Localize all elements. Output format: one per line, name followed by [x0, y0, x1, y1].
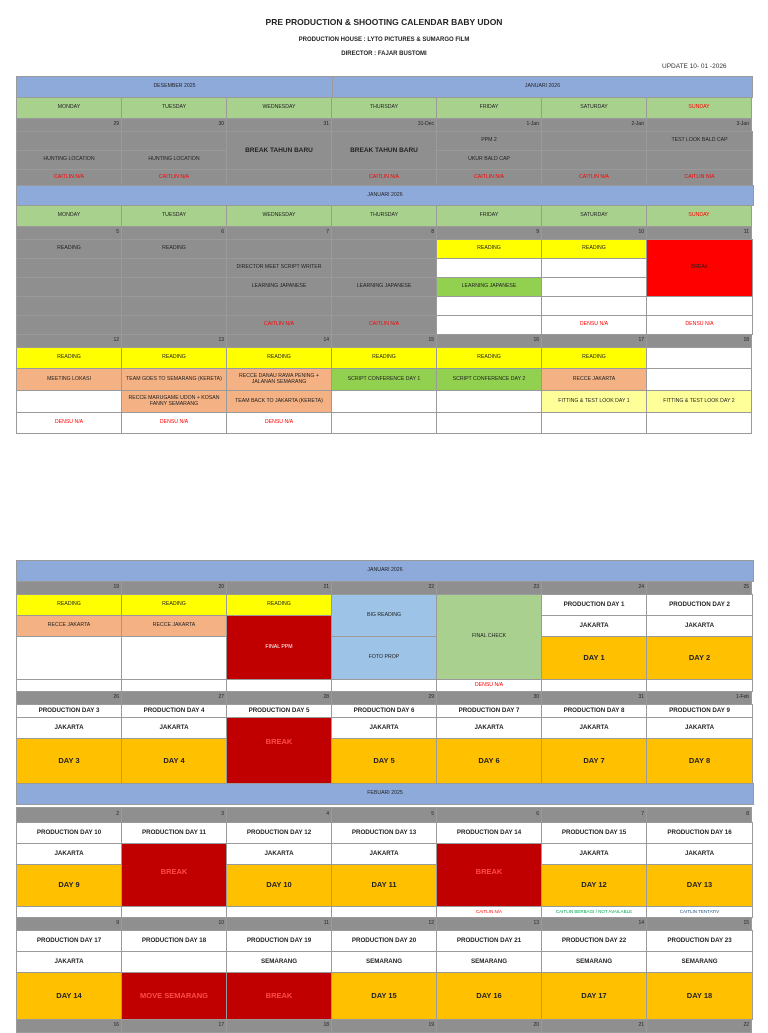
- availability-note: DENSU N/A: [121, 412, 227, 434]
- date-cell: 13: [436, 917, 542, 931]
- date-cell: 3: [121, 807, 227, 823]
- production-day: PRODUCTION DAY 20: [331, 930, 437, 952]
- date-cell: 9: [436, 226, 542, 240]
- date-cell: 29: [16, 118, 122, 132]
- date-cell: 2: [16, 807, 122, 823]
- day-header: SUNDAY: [646, 97, 752, 119]
- shoot-day: DAY 14: [16, 972, 122, 1020]
- date-cell: 16: [436, 334, 542, 348]
- date-cell: 25: [646, 581, 752, 595]
- date-cell: 20: [436, 1019, 542, 1033]
- production-day: PRODUCTION DAY 10: [16, 822, 122, 844]
- availability-note: CAITLIN N/A: [541, 169, 647, 186]
- production-house: PRODUCTION HOUSE : LYTO PICTURES & SUMARGO FILM: [298, 37, 470, 43]
- availability-note: DENSU N/A: [541, 315, 647, 335]
- month-header: JANUARI 2026: [332, 76, 753, 98]
- availability-note: DENSU N/A: [16, 412, 122, 434]
- date-cell: 3-Jan: [646, 118, 752, 132]
- location-cell: JAKARTA: [646, 615, 753, 637]
- date-cell: 11: [646, 226, 752, 240]
- event-cell: RECCE JAKARTA: [121, 615, 227, 637]
- final-ppm-label: FINAL PPM: [265, 643, 293, 650]
- event-cell: BREAK TAHUN BARU: [226, 131, 332, 170]
- production-day: PRODUCTION DAY 15: [541, 822, 647, 844]
- production-day: PRODUCTION DAY 3: [16, 704, 122, 718]
- date-cell: 30: [436, 691, 542, 705]
- date-cell: 10: [541, 226, 647, 240]
- date-cell: 5: [331, 807, 437, 823]
- event-cell: READING: [16, 347, 122, 369]
- date-cell: 26: [16, 691, 122, 705]
- location-cell: JAKARTA: [226, 843, 332, 865]
- production-day: PRODUCTION DAY 12: [226, 822, 332, 844]
- event-cell: READING: [226, 347, 332, 369]
- availability-note: CAITLIN BERBAGI / NOT AVAILABLE: [541, 906, 647, 918]
- availability-note: CAITLIN N/A: [646, 169, 753, 186]
- event-cell: BIG READING: [331, 594, 437, 637]
- production-day: PRODUCTION DAY 22: [541, 930, 647, 952]
- date-cell: 1-Feb: [646, 691, 752, 705]
- date-cell: 17: [541, 334, 647, 348]
- production-day: PRODUCTION DAY 9: [646, 704, 753, 718]
- day-header: MONDAY: [16, 205, 122, 227]
- availability-note: CAITLIN N/A: [436, 906, 542, 918]
- event-cell: READING: [541, 239, 647, 259]
- event-cell: RECCE JAKARTA: [541, 368, 647, 391]
- event-cell: TEST LOOK BALD CAP: [646, 131, 753, 151]
- event-cell: READING: [436, 239, 542, 259]
- production-day: PRODUCTION DAY 6: [331, 704, 437, 718]
- event-cell: READING: [121, 347, 227, 369]
- date-cell: 7: [226, 226, 332, 240]
- shoot-day: DAY 7: [541, 738, 647, 784]
- event-cell: READING: [331, 347, 437, 369]
- location-cell: SEMARANG: [646, 951, 753, 973]
- shoot-day: DAY 9: [16, 864, 122, 907]
- event-cell: [226, 615, 332, 680]
- event-cell: READING: [436, 347, 542, 369]
- day-header: THURSDAY: [331, 205, 437, 227]
- update-date: UPDATE 10- 01 -2026: [662, 63, 727, 70]
- date-cell: 27: [121, 691, 227, 705]
- date-cell: 30: [121, 118, 227, 132]
- day-header: THURSDAY: [331, 97, 437, 119]
- shoot-day: DAY 13: [646, 864, 753, 907]
- date-cell: 15: [331, 334, 437, 348]
- date-cell: 1-Jan: [436, 118, 542, 132]
- shoot-day: DAY 16: [436, 972, 542, 1020]
- location-cell: JAKARTA: [331, 717, 437, 739]
- date-cell: 29: [331, 691, 437, 705]
- event-cell: LEARNING JAPANESE: [226, 277, 332, 297]
- event-cell: READING: [121, 594, 227, 616]
- availability-note: DENSU N/A: [646, 315, 753, 335]
- event-cell: HUNTING LOCATION: [16, 150, 122, 170]
- date-cell: 12: [331, 917, 437, 931]
- date-cell: 18: [646, 334, 752, 348]
- availability-note: CAITLIN TENTATIV: [646, 906, 753, 918]
- shoot-day: DAY 15: [331, 972, 437, 1020]
- event-cell: LEARNING JAPANESE: [436, 277, 542, 297]
- production-day: PRODUCTION DAY 4: [121, 704, 227, 718]
- page-title: PRE PRODUCTION & SHOOTING CALENDAR BABY UDON: [265, 17, 503, 27]
- shoot-day: DAY 18: [646, 972, 753, 1020]
- event-cell: MEETING LOKASI: [16, 368, 122, 391]
- event-cell: SCRIPT CONFERENCE DAY 2: [436, 368, 542, 391]
- date-cell: 14: [226, 334, 332, 348]
- event-cell: PRODUCTION DAY 2: [646, 594, 753, 616]
- location-cell: SEMARANG: [436, 951, 542, 973]
- shoot-day: DAY 12: [541, 864, 647, 907]
- day-header: WEDNESDAY: [226, 97, 332, 119]
- break-cell: BREAK: [646, 239, 753, 297]
- date-cell: 22: [646, 1019, 752, 1033]
- director: DIRECTOR : FAJAR BUSTOMI: [341, 51, 427, 57]
- date-cell: 13: [121, 334, 227, 348]
- shoot-day: DAY 10: [226, 864, 332, 907]
- day-header: MONDAY: [16, 97, 122, 119]
- date-cell: 6: [436, 807, 542, 823]
- production-day: PRODUCTION DAY 23: [646, 930, 753, 952]
- production-day: PRODUCTION DAY 16: [646, 822, 753, 844]
- location-cell: JAKARTA: [541, 615, 647, 637]
- day-header: SATURDAY: [541, 205, 647, 227]
- location-cell: JAKARTA: [646, 843, 753, 865]
- production-day: PRODUCTION DAY 19: [226, 930, 332, 952]
- calendar-table-1: [16, 76, 753, 433]
- location-cell: SEMARANG: [541, 951, 647, 973]
- event-cell: READING: [16, 239, 122, 259]
- date-cell: 28: [226, 691, 332, 705]
- move-cell: MOVE SEMARANG: [121, 972, 227, 1020]
- date-cell: 20: [121, 581, 227, 595]
- date-cell: 11: [226, 917, 332, 931]
- shoot-day: DAY 8: [646, 738, 753, 784]
- date-cell: 5: [16, 226, 122, 240]
- date-cell: 10: [121, 917, 227, 931]
- day-header: WEDNESDAY: [226, 205, 332, 227]
- break-cell: BREAK: [436, 843, 542, 907]
- day-header: FRIDAY: [436, 97, 542, 119]
- date-cell: 19: [16, 581, 122, 595]
- production-day: PRODUCTION DAY 13: [331, 822, 437, 844]
- day-header: TUESDAY: [121, 97, 227, 119]
- date-cell: 15: [646, 917, 752, 931]
- shoot-day: DAY 2: [646, 636, 753, 680]
- day-header: SATURDAY: [541, 97, 647, 119]
- month-header: JANUARI 2026: [16, 560, 754, 582]
- location-cell: SEMARANG: [226, 951, 332, 973]
- location-cell: JAKARTA: [541, 843, 647, 865]
- production-day: PRODUCTION DAY 8: [541, 704, 647, 718]
- date-cell: 31-Dec: [331, 118, 437, 132]
- shoot-day: DAY 11: [331, 864, 437, 907]
- event-cell: TEAM GOES TO SEMARANG (KERETA): [121, 368, 227, 391]
- date-cell: 4: [226, 807, 332, 823]
- production-day: PRODUCTION DAY 11: [121, 822, 227, 844]
- event-cell: FOTO PROP: [331, 636, 437, 680]
- event-cell: DIRECTOR MEET SCRIPT WRITER: [226, 258, 332, 278]
- availability-note: DENSU N/A: [436, 679, 542, 692]
- break-cell: BREAK: [226, 717, 332, 784]
- event-cell: TEAM BACK TO JAKARTA (KERETA): [226, 390, 332, 413]
- location-cell: JAKARTA: [646, 717, 753, 739]
- day-header: FRIDAY: [436, 205, 542, 227]
- shoot-day: DAY 1: [541, 636, 647, 680]
- availability-note: CAITLIN N/A: [331, 169, 437, 186]
- month-header: DESEMBER 2025: [16, 76, 333, 98]
- date-cell: 8: [646, 807, 752, 823]
- date-cell: 16: [16, 1019, 122, 1033]
- date-cell: 12: [16, 334, 122, 348]
- date-cell: 9: [16, 917, 122, 931]
- availability-note: CAITLIN N/A: [121, 169, 227, 186]
- date-cell: 6: [121, 226, 227, 240]
- break-cell: BREAK: [121, 843, 227, 907]
- date-cell: 14: [541, 917, 647, 931]
- event-cell: RECCE JAKARTA: [16, 615, 122, 637]
- production-day: PRODUCTION DAY 18: [121, 930, 227, 952]
- location-cell: SEMARANG: [331, 951, 437, 973]
- event-cell: FINAL CHECK: [436, 594, 542, 680]
- production-day: PRODUCTION DAY 7: [436, 704, 542, 718]
- availability-note: CAITLIN N/A: [226, 315, 332, 335]
- break-cell: BREAK: [226, 972, 332, 1020]
- date-cell: 21: [541, 1019, 647, 1033]
- shoot-day: DAY 6: [436, 738, 542, 784]
- shoot-day: DAY 5: [331, 738, 437, 784]
- production-day: PRODUCTION DAY 14: [436, 822, 542, 844]
- production-day: PRODUCTION DAY 5: [226, 704, 332, 718]
- event-cell: BREAK TAHUN BARU: [331, 131, 437, 170]
- event-cell: PPM 2: [436, 131, 542, 151]
- date-cell: 31: [541, 691, 647, 705]
- availability-note: CAITLIN N/A: [331, 315, 437, 335]
- event-cell: LEARNING JAPANESE: [331, 277, 437, 297]
- location-cell: JAKARTA: [331, 843, 437, 865]
- month-header: JANUARI 2026: [16, 185, 754, 206]
- date-cell: 8: [331, 226, 437, 240]
- day-header: SUNDAY: [646, 205, 752, 227]
- production-day: PRODUCTION DAY 17: [16, 930, 122, 952]
- production-day: PRODUCTION DAY 21: [436, 930, 542, 952]
- event-cell: READING: [226, 594, 332, 616]
- location-cell: JAKARTA: [436, 717, 542, 739]
- date-cell: 22: [331, 581, 437, 595]
- date-cell: 23: [436, 581, 542, 595]
- day-header: TUESDAY: [121, 205, 227, 227]
- shoot-day: DAY 4: [121, 738, 227, 784]
- date-cell: 2-Jan: [541, 118, 647, 132]
- date-cell: 18: [226, 1019, 332, 1033]
- event-cell: UKUR BALD CAP: [436, 150, 542, 170]
- event-cell: READING: [121, 239, 227, 259]
- calendar-table-2: [16, 560, 753, 1032]
- availability-note: CAITLIN N/A: [436, 169, 542, 186]
- date-cell: 21: [226, 581, 332, 595]
- event-cell: FITTING & TEST LOOK DAY 2: [646, 390, 752, 413]
- shoot-day: DAY 17: [541, 972, 647, 1020]
- date-cell: 31: [226, 118, 332, 132]
- location-cell: JAKARTA: [121, 717, 227, 739]
- event-cell: FITTING & TEST LOOK DAY 1: [541, 390, 647, 413]
- date-cell: 7: [541, 807, 647, 823]
- shoot-day: DAY 3: [16, 738, 122, 784]
- event-cell: RECCE DANAU RAWA PENING + JALANAN SEMARANG: [226, 368, 332, 391]
- availability-note: DENSU N/A: [226, 412, 332, 434]
- event-cell: RECCE MARUGAME UDON + KOSAN FANNY SEMARANG: [121, 390, 227, 413]
- event-cell: SCRIPT CONFERENCE DAY 1: [331, 368, 437, 391]
- event-cell: READING: [541, 347, 647, 369]
- date-cell: 17: [121, 1019, 227, 1033]
- availability-note: CAITLIN N/A: [16, 169, 122, 186]
- event-cell: PRODUCTION DAY 1: [541, 594, 647, 616]
- location-cell: JAKARTA: [16, 717, 122, 739]
- location-cell: JAKARTA: [541, 717, 647, 739]
- event-cell: READING: [16, 594, 122, 616]
- location-cell: JAKARTA: [16, 951, 122, 973]
- date-cell: 24: [541, 581, 647, 595]
- event-cell: HUNTING LOCATION: [121, 150, 227, 170]
- date-cell: 19: [331, 1019, 437, 1033]
- month-header: FEBUARI 2025: [16, 783, 754, 805]
- location-cell: JAKARTA: [16, 843, 122, 865]
